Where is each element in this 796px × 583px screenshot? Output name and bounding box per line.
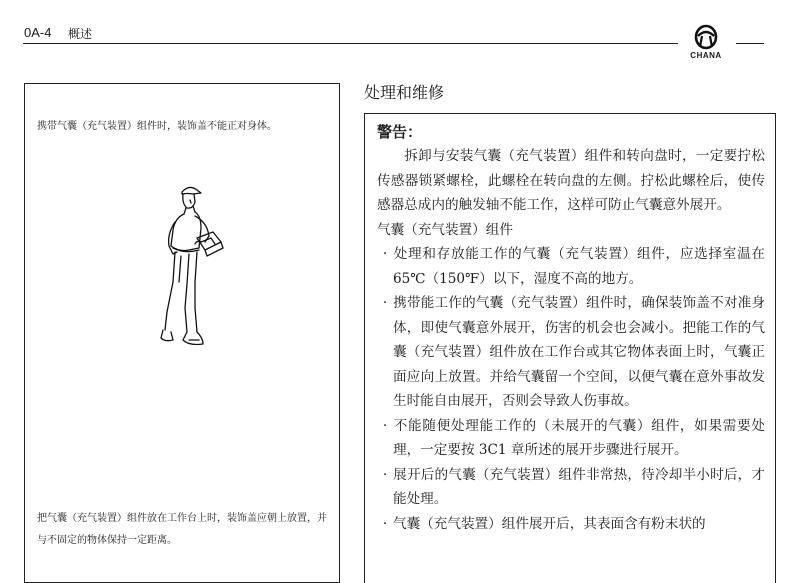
list-item: · 气囊（充气装置）组件展开后，其表面含有粉末状的 <box>377 512 765 537</box>
bullet: · <box>382 417 388 434</box>
caption-carry: 携带气囊（充气装置）组件时，装饰盖不能正对身体。 <box>37 121 277 132</box>
bullet: · <box>382 246 388 262</box>
chana-logo-icon <box>684 23 728 51</box>
list-item: · 携带能工作的气囊（充气装置）组件时，确保装饰盖不对准身体，即使气囊意外展开，伤害的机会也会减小。把能工作的气囊（充气装置）组件放在工作台或其它物体表面上时，气囊正面应向上放置。并给气囊留一个空间，以便气囊在意外事故发生时能自由展开，否则会导致人伤事故。 <box>377 291 765 414</box>
list-item: · 展开后的气囊（充气装置）组件非常热，待冷却半小时后，才能处理。 <box>377 463 765 512</box>
warning-label: 警告： <box>377 123 423 141</box>
illustration-panel <box>24 83 340 583</box>
list-item: · 不能随便处理能工作的（未展开的气囊）组件，如果需要处理，一定要按 3C1 章所述的展开步骤进行展开。 <box>377 414 765 463</box>
section-title: 处理和维修 <box>364 83 445 102</box>
bullet: · <box>382 466 388 483</box>
person-carrying-airbag-illustration <box>149 182 229 362</box>
chapter-title: 概述 <box>68 27 93 41</box>
warning-paragraph: 拆卸与安装气囊（充气装置）组件和转向盘时，一定要拧松传感器锁紧螺栓，此螺栓在转向盘的左侧。拧松此螺栓后，使传感器总成内的触发轴不能工作，这样可防止气囊意外展开。 <box>377 148 765 213</box>
list-item: · 处理和存放能工作的气囊（充气装置）组件，应选择室温在 65℃（150℉）以下，湿度不高的地方。 <box>377 242 765 291</box>
logo-text: CHANA <box>690 51 722 60</box>
header-rule-right <box>736 43 764 44</box>
page-number: 0A-4 <box>24 25 52 40</box>
caption-place-on-bench: 把气囊（充气装置）组件放在工作台上时，装饰盖应朝上放置，并与不固定的物体保持一定距离。 <box>37 513 327 546</box>
warning-content <box>377 144 765 536</box>
bullet: · <box>382 515 388 532</box>
header-rule <box>23 43 678 44</box>
bullet: · <box>382 295 388 311</box>
subheading: 气囊（充气装置）组件 <box>377 221 513 238</box>
warning-box <box>364 113 776 583</box>
chana-logo <box>684 23 728 63</box>
